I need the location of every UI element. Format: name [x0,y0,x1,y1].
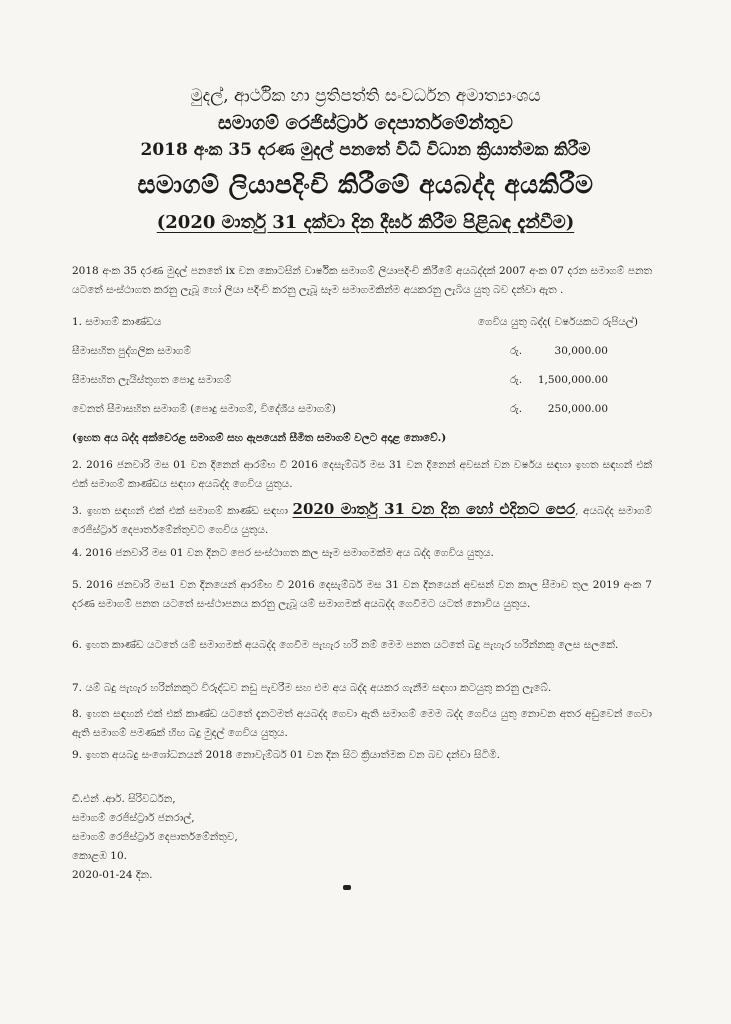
fee-amount: 250,000.00 [547,403,608,415]
document-subtitle: (2020 මාර්තු 31 දක්වා දින දීර්ඝ කිරීම පිළිබඳ දැන්වීම) [156,212,575,233]
item-7: 7. යම් බදු පැහැර හරින්නකුට විරුද්ධව නඩු පැවරීම සහ එම අය බද්ද අයකර ගැනීම සඳහා කටයුතු කරනු ලැබේ. [72,682,552,694]
fee-row [72,403,652,432]
category-header: 1. සමාගම් කාණ්ඩය [72,316,162,328]
amount-header: ගෙවිය යුතු බද්ද( වර්ෂයකට රුපියල්) [477,316,638,328]
fee-category: සීමාසහිත පුද්ගලික සමාගම් [72,345,191,357]
fee-table-header [72,316,652,345]
fee-table [72,316,652,432]
item-3-tail: , අයබද්ද සමාගම් රෙජිස්ට්‍රාර් දෙපාර්තමේන්තුවට ගෙවිය යුතුය. [72,505,652,536]
signatory-position: සමාගම් රෙජිස්ට්‍රාර් ජනරාල්, [72,812,195,824]
department-heading: සමාගම් රෙජිස්ට්‍රාර් දෙපාර්තමේන්තුව [218,112,513,134]
item-8: 8. ඉහත සඳහන් එක් එක් කාණ්ඩ යටතේ දැනටමත් අයබද්ද ගෙවා ඇති සමාගම් මෙම බද්ද ගෙවිය යුතු නොවන අතර අඩුවෙන් ගෙවා ඇති සමාගම් පමණක් හිඟ බදු මුදල් ගෙවිය යුතුය. [72,708,652,739]
fee-currency: රු. [510,345,523,357]
act-heading: 2018 අංක 35 දරණ මුදල් පනතේ විධි විධාන ක්‍රියාත්මක කිරීම [140,140,591,160]
signature-date: 2020-01-24 දින. [72,869,153,881]
fee-category: වෙනත් සීමාසහිත සමාගම් (පොදු සමාගම්, විදේශීය සමාගම්) [72,403,336,415]
fee-row [72,374,652,403]
fee-amount: 30,000.00 [554,345,608,357]
exemption-note: (ඉහත අය බද්ද අක්වෙරළ සමාගම් සහ ඇපයෙන් සීමිත සමාගම් වලට අදාළ නොවේ.) [72,432,447,444]
signatory-city: කොළඹ 10. [72,850,127,862]
signature-block [72,790,238,885]
signatory-department: සමාගම් රෙජිස්ට්‍රාර් දෙපාර්තමේන්තුව, [72,831,238,843]
item-9: 9. ඉහත අයබදු සංශෝධනයන් 2018 නොවැම්බර් 01 වන දින සිට ක්‍රියාත්මක වන බව දන්වා සිටිමි. [72,749,500,761]
item-5: 5. 2016 ජනවාරි මස1 වන දිනයෙන් ආරම්භ වී 2016 දෙසැම්බර් මස 31 වන දිනයෙන් අවසන් වන කාල සීමාව තුල 2019 අංක 7 දරණ සමාගම් පනත යටතේ සංස්ථාපනය කරනු ලැබූ යම් සමාගමක් අයබද්ද ගෙවීමට යටත් නොවිය යුතුය. [72,579,652,610]
item-3 [72,500,652,540]
ink-mark [343,885,351,890]
fee-row [72,345,652,374]
fee-currency: රු. [510,374,523,386]
signatory-name: ඩී.එන් .ආර්. සිරිවර්ධන, [72,793,176,805]
item-4: 4. 2016 ජනවාරි මස 01 වන දිනට පෙර සංස්ථාගත කල සෑම සමාගමක්ම අය බද්ද ගෙවිය යුතුය. [72,547,494,559]
fee-currency: රු. [510,403,523,415]
fee-category: සීමාසහිත ලැයිස්තුගත පොදු සමාගම් [72,374,232,386]
item-2: 2. 2016 ජනවාරි මස 01 වන දිනෙන් ආරම්භ වී 2016 දෙසැම්බර් මස 31 වන දිනෙන් අවසන් වන වර්ෂය සඳහා ඉහත සඳහන් එක් එක් සමාගම් කාණ්ඩය සඳහා අයබද්ද ගෙවිය යුතුය. [72,459,652,490]
intro-paragraph: 2018 අංක 35 දරණ මුදල් පනතේ ix වන කොටසින් වාර්ෂික සමාගම් ලියාපදිංචි කිරීමේ අයබද්දක් 2007 අංක 07 දරන සමාගම් පනත යටතේ සංස්ථාගත කරනු ලැබූ හෝ ලියා පදිංචි කරනු ලැබූ සෑම සමාගමකින්ම අයකරනු ලැබිය යුතු බව දන්වා ඇත . [72,265,652,296]
fee-amount: 1,500,000.00 [537,374,608,386]
item-6: 6. ඉහත කාණ්ඩ යටතේ යම් සමාගමක් අයබද්ද ගෙවීම පැහැර හරි නම් මෙම පනත යටතේ බදු පැහැර හරින්නකු ලෙස සලකේ. [72,639,619,651]
item-3-lead: 3. ඉහත සඳහන් එක් එක් සමාගම් කාණ්ඩ සඳහා [72,505,293,517]
document-title: සමාගම් ලියාපදිංචි කිරීමේ අයබද්ද අයකිරීම [137,170,594,199]
ministry-heading: මුදල්, ආර්ථික හා ප්‍රතිපත්ති සංවර්ධන අමාත්‍යාංශය [190,86,541,106]
deadline-highlight: 2020 මාර්තු 31 වන දින හෝ එදිනට පෙර [292,500,576,518]
